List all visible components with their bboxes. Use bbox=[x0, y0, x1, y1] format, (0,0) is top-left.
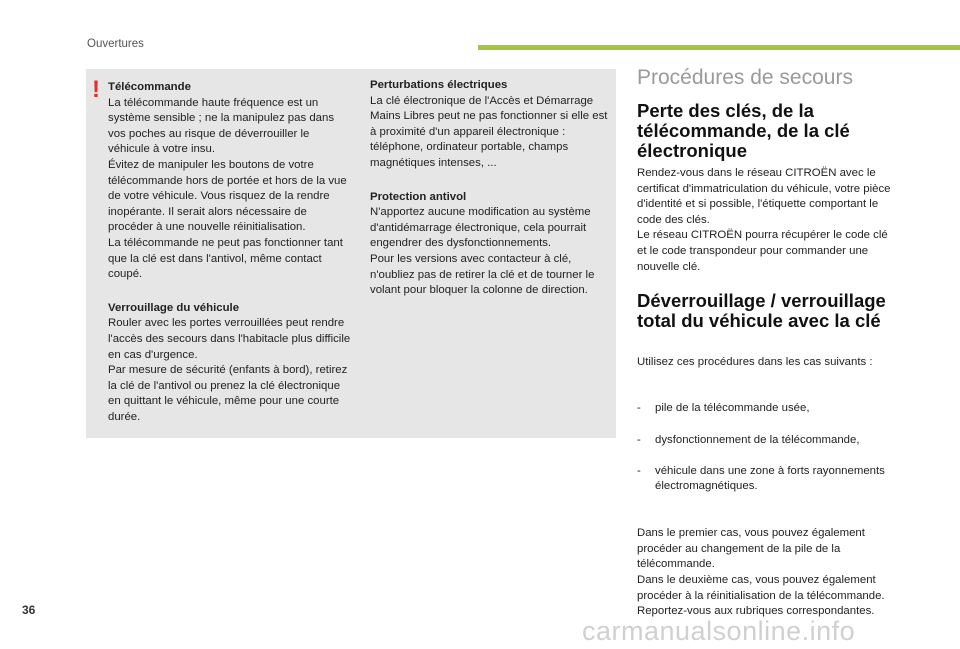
notice-block-body: Rouler avec les portes verrouillées peut rendre l'accès des secours dans l'habitacle plus difficile en cas d'urgence. Par mesure de sécurité (enfants à bord), retirez la clé de l'antivol ou prenez la clé électronique en quittant le véhicule, même pour une courte durée. bbox=[108, 317, 351, 423]
page-section-title: Procédures de secours bbox=[637, 66, 853, 89]
notice-right-column bbox=[370, 78, 610, 317]
notice-block-body: La télécommande haute fréquence est un système sensible ; ne la manipulez pas dans vos poches au risque de déverrouiller le véhicule à votre insu. Évitez de manipuler les boutons de votre télécommande hors de portée et hors de la vue de votre véhicule. Vous risquez de la rendre inopérante. Il serait alors nécessaire de procéder à une nouvelle réinitialisation. La télécommande ne peut pas fonctionner tant que la clé est dans l'antivol, même contact coupé. bbox=[108, 96, 347, 281]
subsection-body-manual-unlock bbox=[637, 339, 895, 635]
list-item: - dysfonctionnement de la télécommande, bbox=[637, 433, 895, 449]
watermark: carmanualsonline.info bbox=[582, 616, 856, 646]
procedure-intro: Utilisez ces procédures dans les cas suivants : bbox=[637, 355, 873, 368]
section-header-accent-bar bbox=[478, 45, 960, 50]
notice-left-column bbox=[108, 80, 354, 443]
notice-block-title: Perturbations électriques bbox=[370, 79, 508, 91]
notice-block-telecommande bbox=[108, 80, 354, 283]
list-item: - véhicule dans une zone à forts rayonnements électromagnétiques. bbox=[637, 464, 895, 495]
procedure-outro: Dans le premier cas, vous pouvez également procéder au changement de la pile de la télécommande. Dans le deuxième cas, vous pouvez également procéder à la réinitialisation de la télécommande. Reportez-vous aux rubriques correspondantes. bbox=[637, 527, 885, 618]
subsection-title-lost-keys: Perte des clés, de la télécommande, de la clé électronique bbox=[637, 100, 850, 161]
page-number: 36 bbox=[22, 603, 36, 617]
subsection-body-lost-keys: Rendez-vous dans le réseau CITROËN avec le certificat d'immatriculation du véhicule, votre pièce d'identité et si possible, l'étiquette comportant le code des clés. Le réseau CITROËN pourra récupérer le code clé et le code transpondeur pour commander une nouvelle clé. bbox=[637, 167, 891, 273]
subsection-title-manual-unlock: Déverrouillage / verrouillage total du véhicule avec la clé bbox=[637, 290, 886, 331]
notice-block-perturbations bbox=[370, 78, 610, 172]
notice-block-title: Protection antivol bbox=[370, 190, 467, 203]
section-header-label: Ouvertures bbox=[87, 38, 144, 50]
exclamation-icon: ! bbox=[92, 76, 100, 103]
notice-block-antivol bbox=[370, 190, 610, 299]
notice-block-title: Télécommande bbox=[108, 81, 191, 93]
notice-block-body: N'apportez aucune modification au système d'antidémarrage électronique, cela pourrait engendrer des dysfonctionnements. Pour les versions avec contacteur à clé, n'oubliez pas de retirer la clé et de tourner le volant pour bloquer la colonne de direction. bbox=[370, 206, 595, 297]
procedure-case-list bbox=[637, 386, 895, 511]
notice-block-title: Verrouillage du véhicule bbox=[108, 301, 240, 314]
notice-block-verrouillage bbox=[108, 301, 354, 426]
notice-block-body: La clé électronique de l'Accès et Démarrage Mains Libres peut ne pas fonctionner si elle est à proximité d'un appareil électronique : téléphone, ordinateur portable, champs magnétiques intenses, ... bbox=[370, 94, 608, 169]
list-item: - pile de la télécommande usée, bbox=[637, 401, 895, 417]
